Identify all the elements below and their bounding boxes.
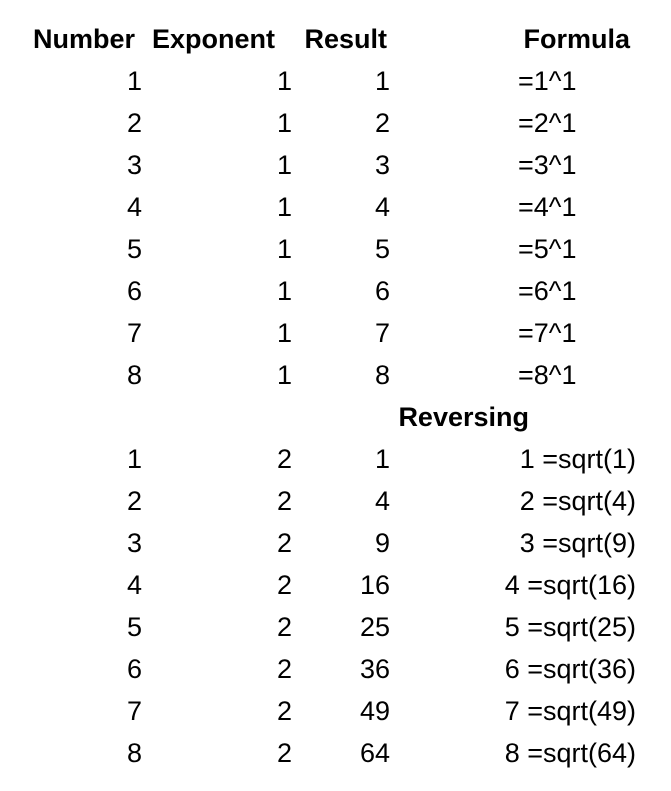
- formula-cell[interactable]: 4 =sqrt(16): [504, 570, 636, 600]
- exponent-cell[interactable]: 2: [276, 612, 292, 642]
- formula-cell[interactable]: 5 =sqrt(25): [504, 612, 636, 642]
- exponent-cell[interactable]: 1: [276, 318, 292, 348]
- number-cell[interactable]: 1: [126, 66, 142, 96]
- section-row: [0, 396, 671, 438]
- exponent-cell[interactable]: 2: [276, 570, 292, 600]
- formula-cell[interactable]: =5^1: [518, 234, 577, 264]
- number-cell[interactable]: 7: [126, 696, 142, 726]
- formula-cell[interactable]: 2 =sqrt(4): [519, 486, 636, 516]
- result-cell[interactable]: 1: [374, 66, 390, 96]
- formula-cell[interactable]: 8 =sqrt(64): [504, 738, 636, 768]
- result-cell[interactable]: 8: [374, 360, 390, 390]
- formula-cell[interactable]: 7 =sqrt(49): [504, 696, 636, 726]
- section-label-reversing[interactable]: Reversing: [398, 402, 529, 432]
- number-cell[interactable]: 6: [126, 276, 142, 306]
- formula-cell[interactable]: 3 =sqrt(9): [519, 528, 636, 558]
- formula-cell[interactable]: 6 =sqrt(36): [504, 654, 636, 684]
- number-cell[interactable]: 2: [126, 108, 142, 138]
- reversing-row: [0, 438, 671, 480]
- reversing-row: [0, 480, 671, 522]
- result-cell[interactable]: 4: [374, 192, 390, 222]
- number-cell[interactable]: 5: [126, 234, 142, 264]
- number-cell[interactable]: 1: [126, 444, 142, 474]
- exponent-cell[interactable]: 2: [276, 696, 292, 726]
- number-cell[interactable]: 3: [126, 150, 142, 180]
- number-cell[interactable]: 3: [126, 528, 142, 558]
- powers-row: [0, 186, 671, 228]
- result-cell[interactable]: 4: [374, 486, 390, 516]
- powers-row: [0, 102, 671, 144]
- number-cell[interactable]: 6: [126, 654, 142, 684]
- exponent-cell[interactable]: 2: [276, 528, 292, 558]
- exponent-cell[interactable]: 2: [276, 738, 292, 768]
- exponent-cell[interactable]: 1: [276, 66, 292, 96]
- result-cell[interactable]: 3: [374, 150, 390, 180]
- reversing-row: [0, 606, 671, 648]
- number-cell[interactable]: 8: [126, 738, 142, 768]
- result-cell[interactable]: 64: [359, 738, 390, 768]
- formula-cell[interactable]: =1^1: [518, 66, 577, 96]
- header-row: [0, 18, 671, 60]
- result-cell[interactable]: 7: [374, 318, 390, 348]
- formula-cell[interactable]: =8^1: [518, 360, 577, 390]
- exponent-cell[interactable]: 1: [276, 234, 292, 264]
- number-cell[interactable]: 7: [126, 318, 142, 348]
- exponent-cell[interactable]: 1: [276, 108, 292, 138]
- exponent-cell[interactable]: 2: [276, 654, 292, 684]
- powers-row: [0, 354, 671, 396]
- number-cell[interactable]: 4: [126, 570, 142, 600]
- powers-row: [0, 144, 671, 186]
- header-number[interactable]: Number: [32, 24, 135, 54]
- exponent-cell[interactable]: 2: [276, 486, 292, 516]
- formula-cell[interactable]: =3^1: [518, 150, 577, 180]
- result-cell[interactable]: 9: [374, 528, 390, 558]
- exponent-cell[interactable]: 1: [276, 192, 292, 222]
- formula-cell[interactable]: =7^1: [518, 318, 577, 348]
- reversing-row: [0, 648, 671, 690]
- header-exponent[interactable]: Exponent: [151, 24, 275, 54]
- reversing-row: [0, 522, 671, 564]
- number-cell[interactable]: 5: [126, 612, 142, 642]
- result-cell[interactable]: 6: [374, 276, 390, 306]
- number-cell[interactable]: 8: [126, 360, 142, 390]
- reversing-row: [0, 732, 671, 774]
- result-cell[interactable]: 1: [374, 444, 390, 474]
- reversing-row: [0, 564, 671, 606]
- result-cell[interactable]: 49: [359, 696, 390, 726]
- exponent-cell[interactable]: 1: [276, 276, 292, 306]
- number-cell[interactable]: 4: [126, 192, 142, 222]
- exponent-cell[interactable]: 1: [276, 360, 292, 390]
- powers-row: [0, 312, 671, 354]
- result-cell[interactable]: 5: [374, 234, 390, 264]
- formula-cell[interactable]: =6^1: [518, 276, 577, 306]
- result-cell[interactable]: 25: [359, 612, 390, 642]
- reversing-row: [0, 690, 671, 732]
- powers-row: [0, 60, 671, 102]
- powers-row: [0, 270, 671, 312]
- formula-cell[interactable]: 1 =sqrt(1): [519, 444, 636, 474]
- result-cell[interactable]: 16: [359, 570, 390, 600]
- number-cell[interactable]: 2: [126, 486, 142, 516]
- formula-cell[interactable]: =4^1: [518, 192, 577, 222]
- header-formula[interactable]: Formula: [523, 24, 630, 54]
- result-cell[interactable]: 36: [359, 654, 390, 684]
- formula-cell[interactable]: =2^1: [518, 108, 577, 138]
- powers-row: [0, 228, 671, 270]
- header-result[interactable]: Result: [304, 24, 387, 54]
- exponent-cell[interactable]: 1: [276, 150, 292, 180]
- exponent-cell[interactable]: 2: [276, 444, 292, 474]
- result-cell[interactable]: 2: [374, 108, 390, 138]
